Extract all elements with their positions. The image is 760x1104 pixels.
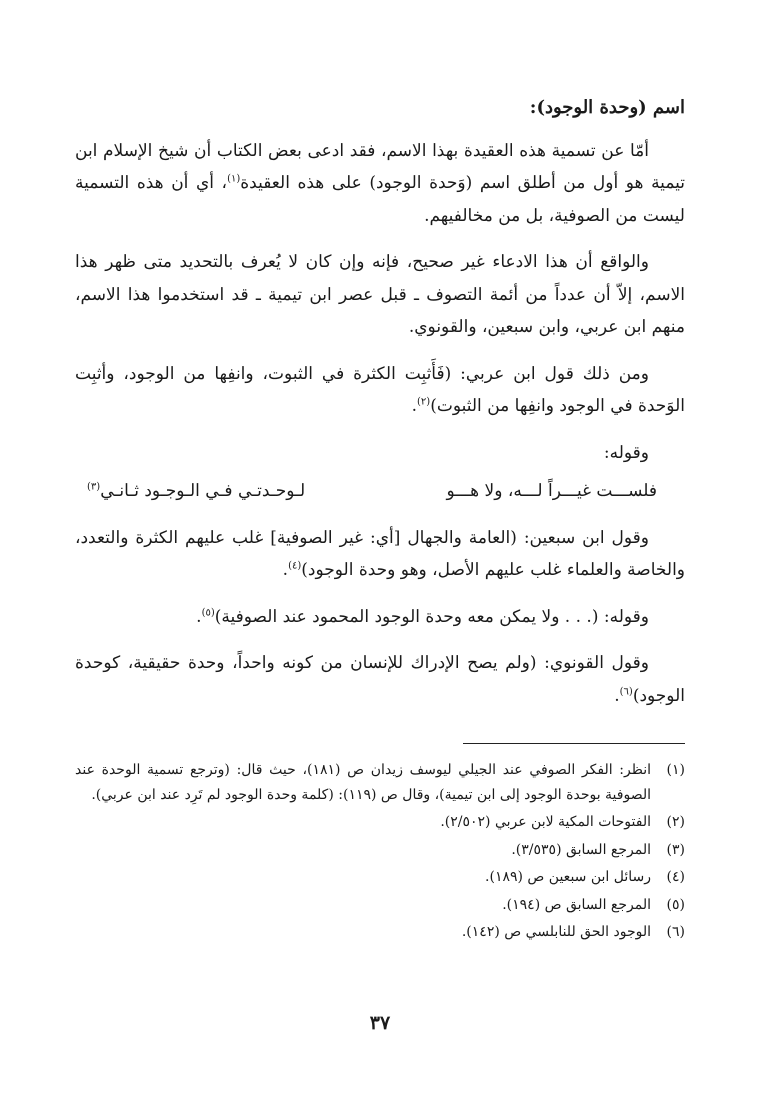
footnote-number: (٢) <box>666 814 685 830</box>
footnote-item <box>75 758 685 807</box>
paragraph-5-period: . <box>282 560 289 580</box>
paragraph-1-text: أمّا عن تسمية هذه العقيدة بهذا الاسم، فقد ادعى بعض الكتاب أن شيخ الإسلام ابن تيمية هو أول من أطلق اسم (وَحدة الوجود) على هذه العقيدة <box>75 140 686 193</box>
footnote-ref-3[interactable]: (٣) <box>87 481 101 493</box>
footnote-text: الوجود الحق للنابلسي ص (١٤٢). <box>461 924 651 940</box>
paragraph-3 <box>75 358 685 423</box>
footnote-ref-2[interactable]: (٢) <box>417 396 431 408</box>
footnotes <box>75 758 685 948</box>
paragraph-4: وقوله: <box>603 442 649 463</box>
paragraph-5 <box>75 522 685 587</box>
paragraph-3-text: ومن ذلك قول ابن عربي: (فَأَثبِت الكثرة في الثبوت، وانفِها من الوجود، وأثبِت الوَحدة في الوجود وانفِها من الثبوت) <box>75 363 685 416</box>
page-number: ٣٧ <box>369 1012 391 1034</box>
footnote-number: (٥) <box>666 896 685 913</box>
paragraph-3-period: . <box>411 396 418 416</box>
footnote-ref-1[interactable]: (١) <box>227 173 241 185</box>
paragraph-1-tail: ، أي أن هذه التسمية ليست من الصوفية، بل من مخالفيهم. <box>75 173 685 226</box>
footnote-divider <box>463 743 685 744</box>
footnote-number: (٤) <box>666 869 685 885</box>
poetry-verse <box>75 475 685 508</box>
verse-first-hemistich: فلســـت غيـــراً لـــه، ولا هـــو <box>446 481 657 501</box>
paragraph-6-period: . <box>196 606 202 627</box>
footnote-number: (٣) <box>666 841 685 858</box>
footnote-item <box>75 838 685 863</box>
main-text <box>75 92 685 726</box>
footnote-item <box>75 810 685 835</box>
footnote-text: انظر: الفكر الصوفي عند الجيلي ليوسف زيدان ص (١٨١)، حيث قال: (وترجع تسمية الوحدة عند الصوفية بوحدة الوجود إلى ابن تيمية)، وقال ص (١١٩): (كلمة وحدة الوجود لم تَرِد عند ابن عربي). <box>75 762 652 803</box>
footnote-ref-5[interactable]: (٥) <box>201 606 215 618</box>
footnote-number: (١) <box>666 762 685 778</box>
footnote-text: المرجع السابق (٣/٥٣٥). <box>511 841 651 858</box>
footnote-ref-4[interactable]: (٤) <box>288 560 302 572</box>
footnote-number: (٦) <box>666 924 685 940</box>
paragraph-6-text: وقوله: (. . . ولا يمكن معه وحدة الوجود المحمود عند الصوفية) <box>214 606 649 627</box>
footnote-text: رسائل ابن سبعين ص (١٨٩). <box>485 869 651 885</box>
footnote-item <box>75 920 685 945</box>
verse-second-hemistich-wrap <box>87 475 305 508</box>
paragraph-6 <box>75 601 685 634</box>
paragraph-7 <box>75 647 685 712</box>
paragraph-2: والواقع أن هذا الادعاء غير صحيح، فإنه وإن كان لا يُعرف بالتحديد متى ظهر هذا الاسم، إلاّ أن عدداً من أئمة التصوف ـ قبل عصر ابن تيمية ـ قد استخدموا هذا الاسم، منهم ابن عربي، وابن سبعين، والقونوي. <box>75 252 685 337</box>
paragraph-1 <box>75 135 685 233</box>
section-heading: اسم (وحدة الوجود): <box>529 97 685 118</box>
footnote-text: المرجع السابق ص (١٩٤). <box>502 896 651 913</box>
paragraph-7-period: . <box>614 685 620 706</box>
footnote-text: الفتوحات المكية لابن عربي (٢/٥٠٢). <box>440 814 651 830</box>
paragraph-7-text: وقول القونوي: (ولم يصح الإدراك للإنسان من كونه واحداً، وحدة حقيقية، كوحدة الوجود) <box>75 653 685 706</box>
footnote-item <box>75 893 685 918</box>
paragraph-5-text: وقول ابن سبعين: (العامة والجهال [أي: غير الصوفية] غلب عليهم الكثرة والتعدد، والخاصة والعلماء غلب عليهم الأصل، وهو وحدة الوجود) <box>75 527 685 580</box>
verse-second-hemistich: لـوحـدتـي فـي الـوجـود ثـانـي <box>100 481 306 501</box>
footnote-ref-6[interactable]: (٦) <box>619 685 633 697</box>
footnote-item <box>75 865 685 890</box>
